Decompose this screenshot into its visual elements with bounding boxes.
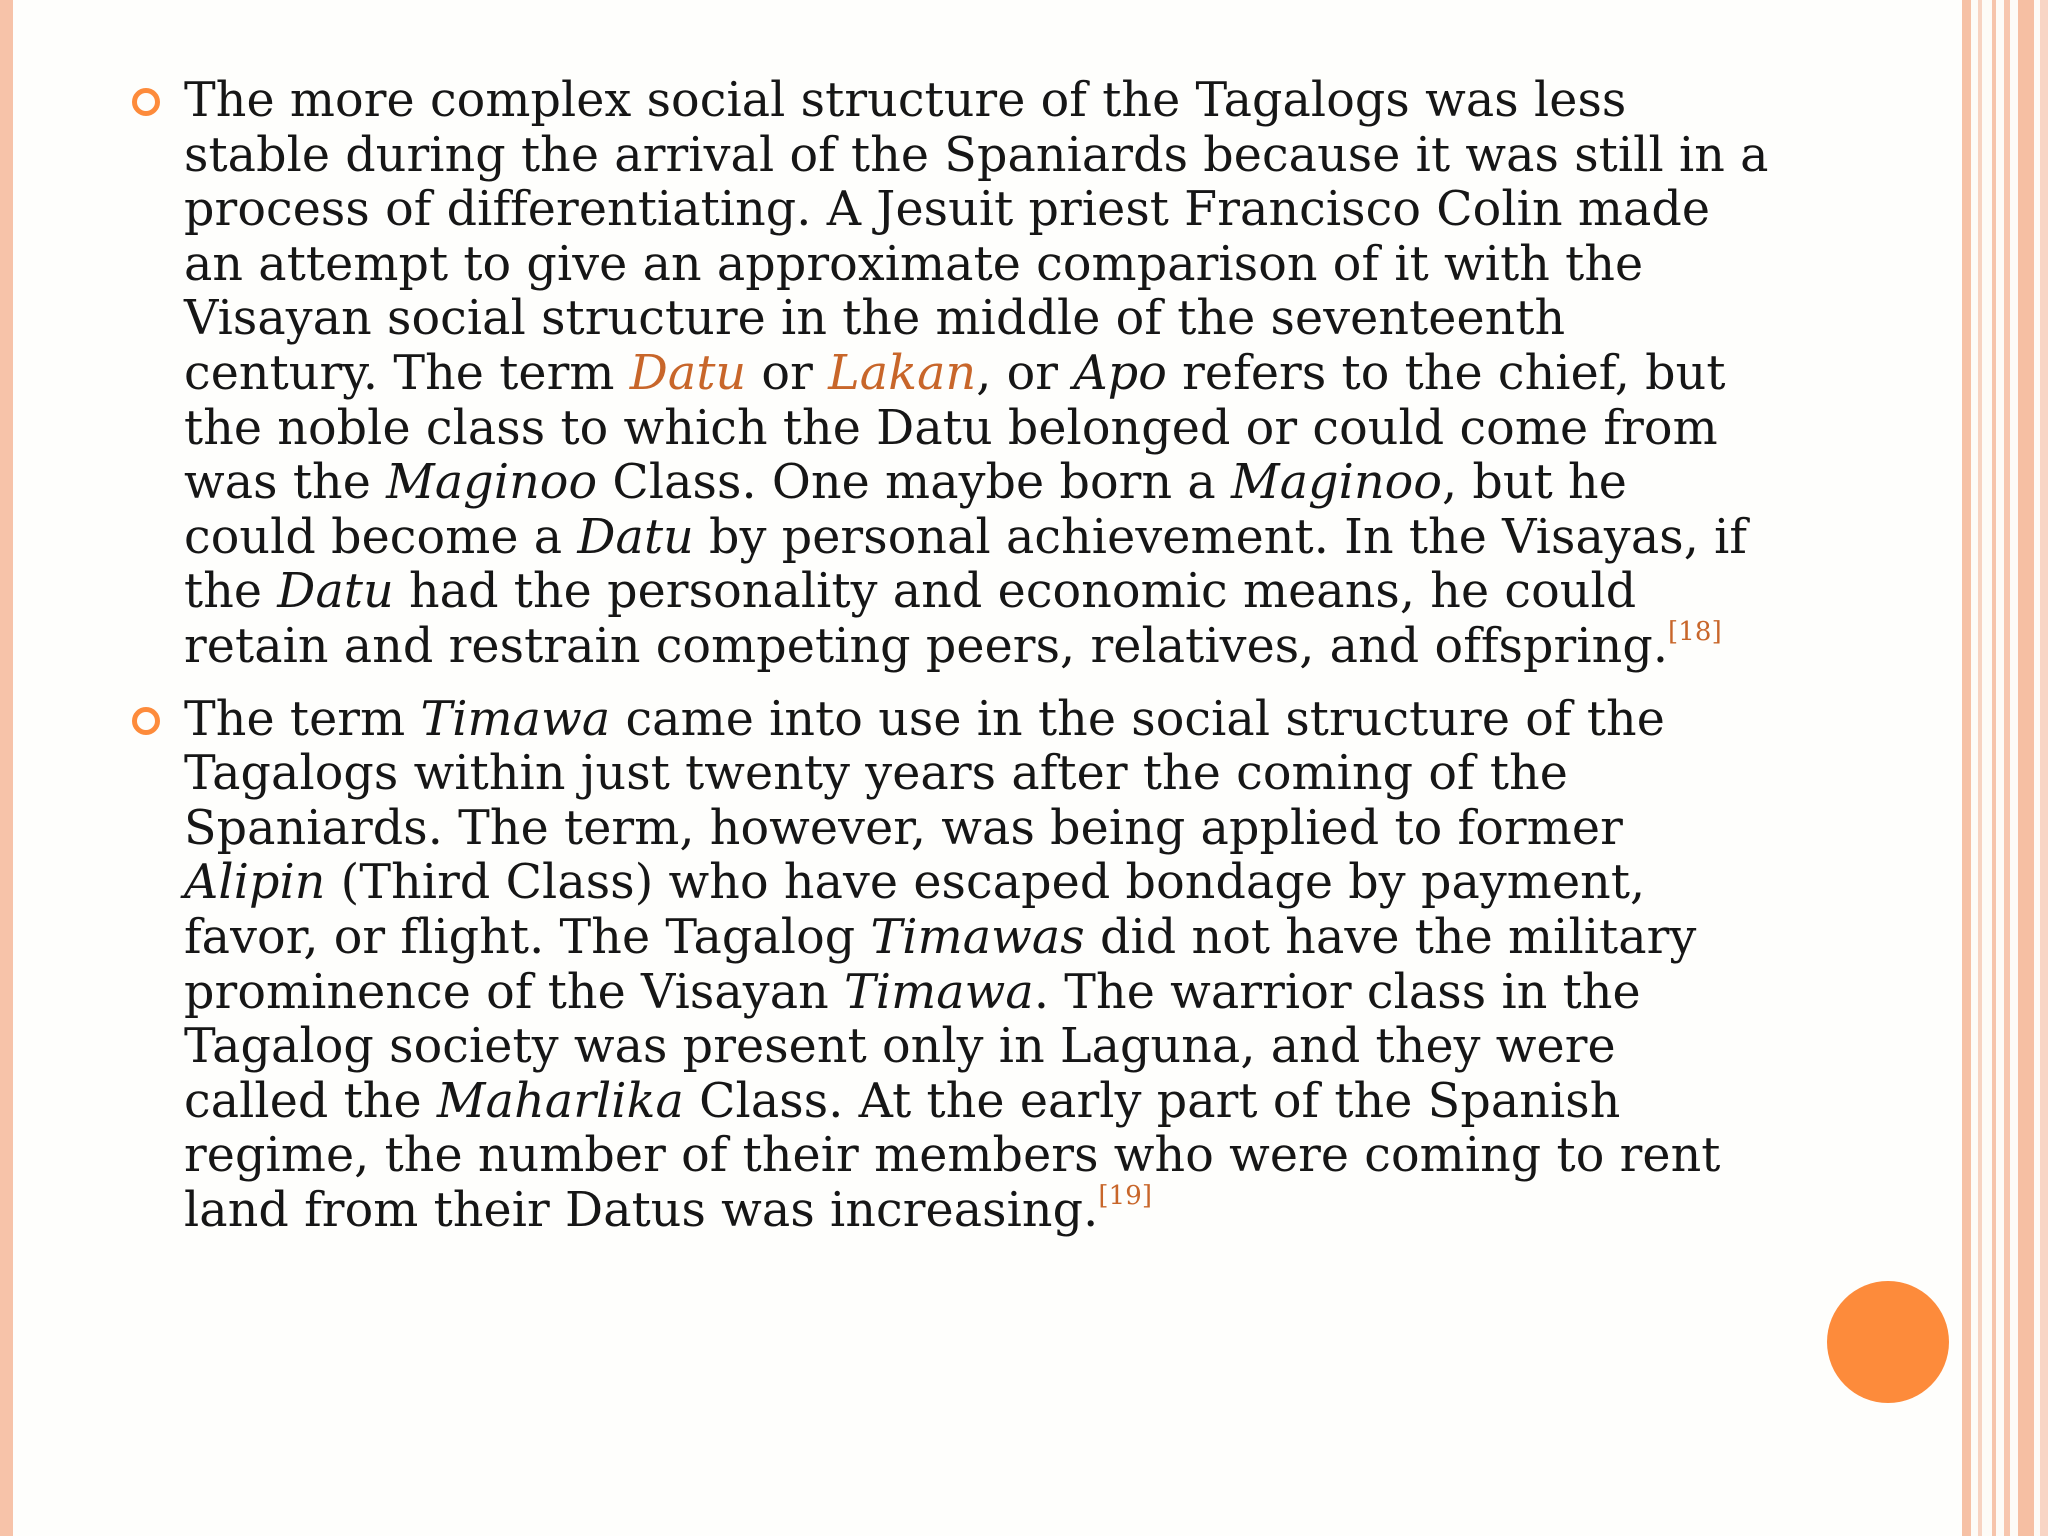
right-stripe xyxy=(1978,0,1982,1536)
right-stripe xyxy=(1962,0,1971,1536)
right-stripe xyxy=(1992,0,1996,1536)
hollow-circle-bullet-icon xyxy=(132,707,160,735)
citation-link-18[interactable]: [18] xyxy=(1668,616,1722,647)
citation-link-19[interactable]: [19] xyxy=(1098,1180,1153,1211)
bullet-item xyxy=(132,74,1772,675)
bullet-item xyxy=(132,693,1772,1239)
bullet-text: The more complex social structure of the Tagalogs was less stable during the arrival of the Spaniards because it was still in a process of differentiating. A Jesuit priest Francisco Colin made an attempt to give an approximate comparison of it with the Visayan social structure in the middle of the seventeenth century. The term Datu or Lakan, or Apo refers to the chief, but the noble class to which the Datu belonged or could come from was the Maginoo Class. One maybe born a Maginoo, but he could become a Datu by personal achievement. In the Visayas, if the Datu had the personality and economic means, he could retain and restrain competing peers, relatives, and offspring.[18] xyxy=(184,73,1769,674)
right-stripe xyxy=(2004,0,2010,1536)
bullet-text: The term Timawa came into use in the social structure of the Tagalogs within just twenty years after the coming of the Spaniards. The term, however, was being applied to former Alipin (Third Class) who have escaped bondage by payment, favor, or flight. The Tagalog Timawas did not have the military prominence of the Visayan Timawa. The warrior class in the Tagalog society was present only in Laguna, and they were called the Maharlika Class. At the early part of the Spanish regime, the number of their members who were coming to rent land from their Datus was increasing.[19] xyxy=(184,691,1721,1238)
right-stripe xyxy=(2040,0,2048,1536)
hollow-circle-bullet-icon xyxy=(132,88,160,116)
orange-circle-decoration xyxy=(1827,1281,1949,1403)
left-decorative-stripe xyxy=(0,0,13,1536)
right-stripe xyxy=(2018,0,2034,1536)
lakan-link[interactable]: Lakan xyxy=(828,345,977,401)
datu-link[interactable]: Datu xyxy=(629,345,747,401)
bullet-list xyxy=(132,74,1772,1256)
